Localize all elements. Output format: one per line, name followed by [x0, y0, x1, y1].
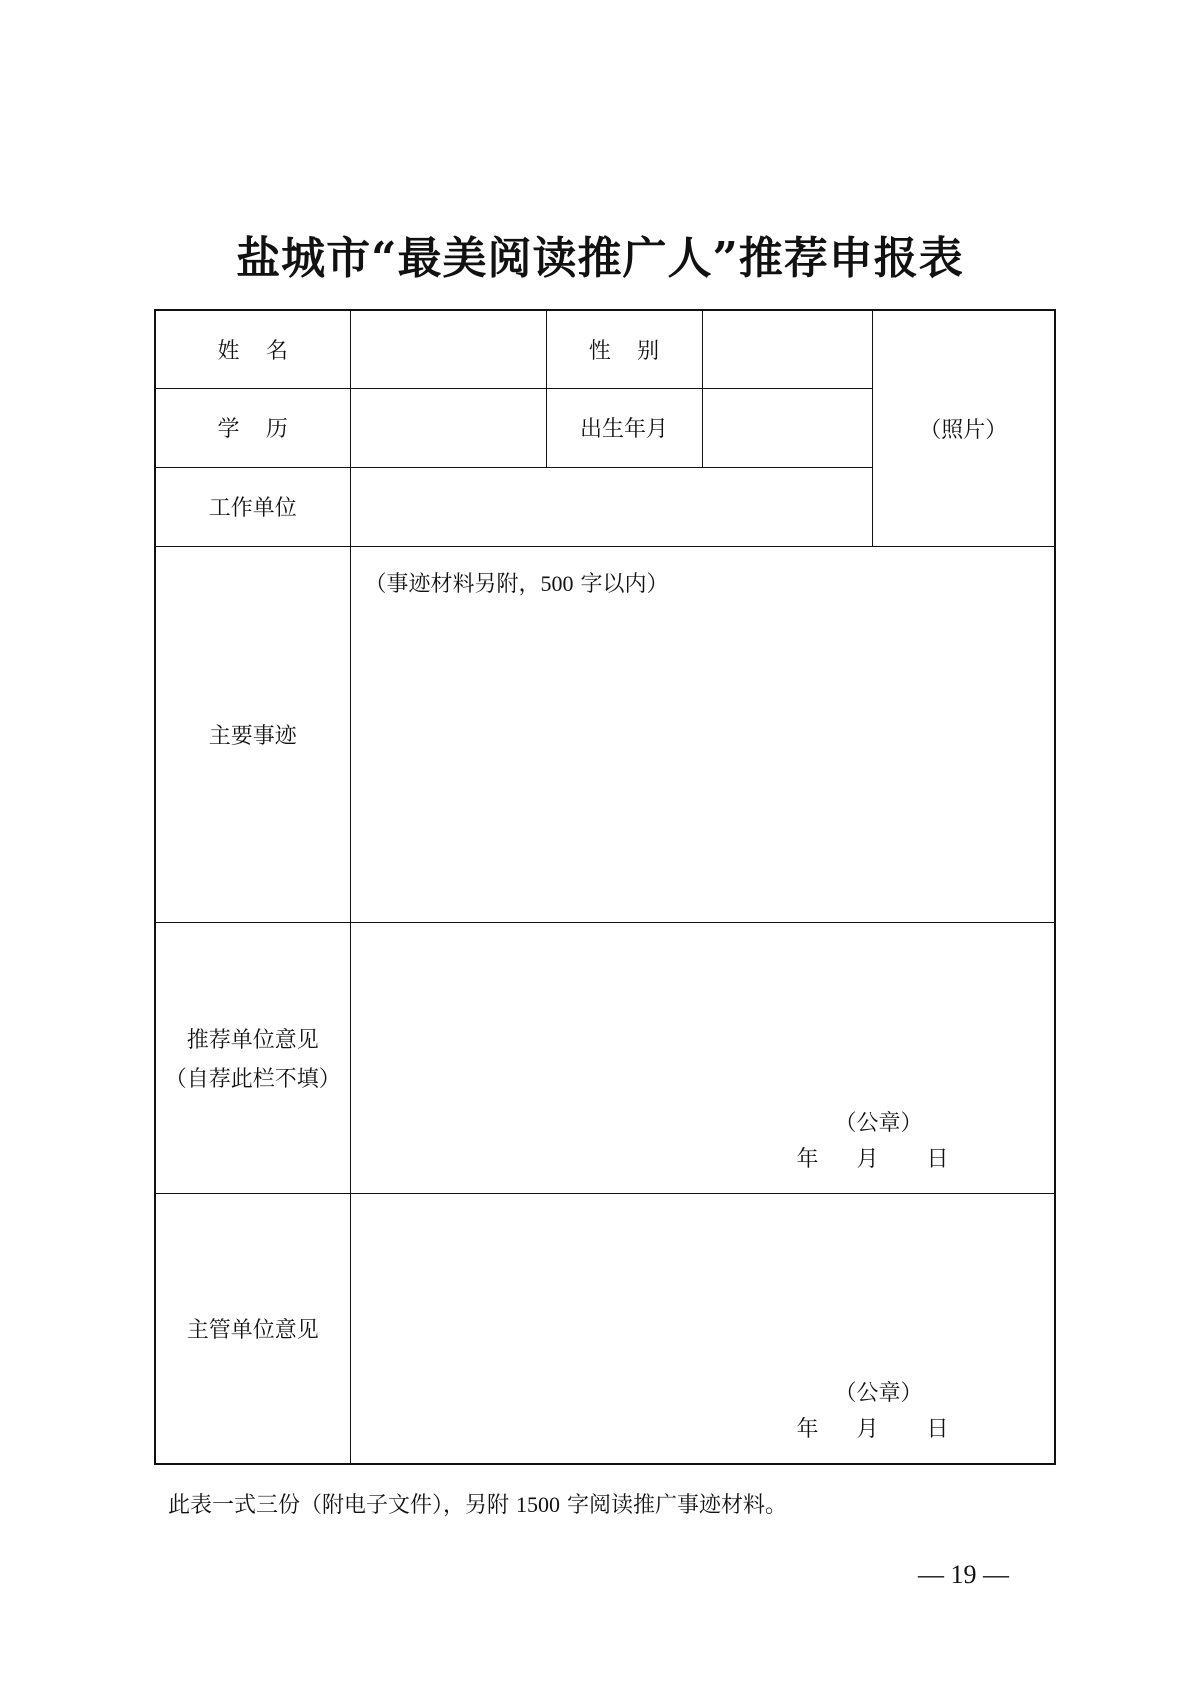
- birth-label-cell: [546, 388, 702, 467]
- birth-input-cell[interactable]: [702, 388, 872, 467]
- page-title: 盐城市“最美阅读推广人”推荐申报表: [236, 233, 964, 284]
- recommend-input-cell[interactable]: [350, 922, 1055, 1193]
- photo-label: （照片）: [919, 417, 1008, 443]
- gender-label: 性别: [588, 338, 686, 364]
- deeds-input-cell[interactable]: [350, 546, 1055, 922]
- deeds-label-cell: [155, 546, 350, 922]
- supervisor-input-cell[interactable]: [350, 1193, 1055, 1464]
- name-label-cell: [155, 310, 350, 388]
- education-label-cell: [155, 388, 350, 467]
- supervisor-label-cell: [155, 1193, 350, 1464]
- name-label: 姓名: [217, 338, 315, 364]
- footnote: 此表一式三份（附电子文件），另附 1500 字阅读推广事迹材料。: [168, 1492, 787, 1518]
- birth-label: 出生年月: [579, 417, 668, 442]
- recommend-label-line1: 推荐单位意见: [186, 1027, 319, 1053]
- workplace-label-cell: [155, 467, 350, 546]
- page-number: — 19 —: [918, 1560, 1009, 1589]
- form-row-recommend: [155, 922, 1055, 1193]
- recommend-date: 年 月 日: [796, 1146, 949, 1172]
- application-form-table: [154, 309, 1056, 1465]
- form-row-supervisor: [155, 1193, 1055, 1464]
- workplace-label: 工作单位: [208, 496, 297, 521]
- recommend-label-line2: （自荐此栏不填）: [164, 1066, 341, 1092]
- gender-input-cell[interactable]: [702, 310, 872, 388]
- supervisor-label: 主管单位意见: [186, 1317, 319, 1343]
- deeds-hint: （事迹材料另附，500 字以内）: [364, 570, 669, 597]
- supervisor-seal: （公章）: [834, 1381, 923, 1406]
- name-input-cell[interactable]: [350, 310, 546, 388]
- workplace-input-cell[interactable]: [350, 467, 872, 546]
- form-row-deeds: [155, 546, 1055, 922]
- gender-label-cell: [546, 310, 702, 388]
- education-input-cell[interactable]: [350, 388, 546, 467]
- recommend-seal: （公章）: [834, 1110, 923, 1136]
- photo-cell[interactable]: [872, 310, 1055, 546]
- deeds-label: 主要事迹: [208, 723, 297, 749]
- education-label: 学历: [217, 417, 315, 442]
- recommend-label-cell: [155, 922, 350, 1193]
- form-row-name: [155, 310, 1055, 388]
- supervisor-date: 年 月 日: [796, 1417, 949, 1442]
